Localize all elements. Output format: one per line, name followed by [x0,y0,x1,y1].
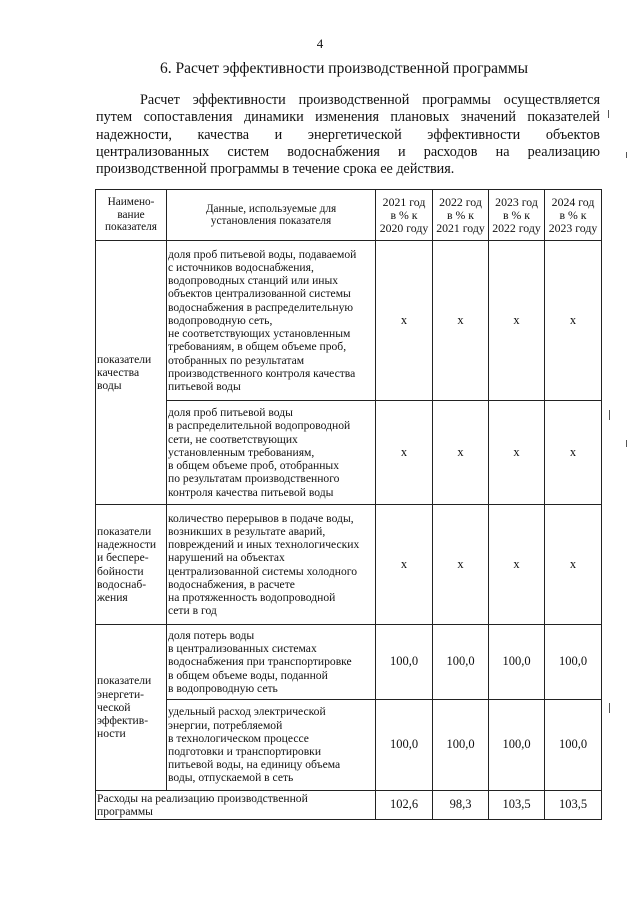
value-cell: 100,0 [376,625,433,700]
table-row [96,505,602,625]
intro-paragraph: Расчет эффективности производственной программы осуществляется путем сопоставления динамики изменения плановых значений показателей надежности, качества и энергетической эффективности объектов централизованных систем водоснабжения и расходов на реализацию производственной программы в течение срока ее действия. [96,92,600,178]
header-year-2024: 2024 год в % к 2023 году [545,190,602,241]
table-row [96,625,602,700]
value-cell: 98,3 [433,791,489,820]
indicator-data-cell: доля проб питьевой воды, подаваемой с источников водоснабжения, водопроводных станций или иных объектов централизованной системы водоснабжения в распределительную водопроводную сеть, не соответствующих установленным требованиям, в общем объеме проб, отобранных по результатам производственного контроля качества питьевой воды [167,241,376,401]
section-title: 6. Расчет эффективности производственной программы [160,60,528,77]
table-row [96,401,602,505]
group-reliability: показатели надежности и беспере- бойности водоснаб- жения [96,505,167,625]
value-cell: x [433,401,489,505]
value-cell: x [376,241,433,401]
scan-mark [609,703,610,713]
indicator-data-cell: количество перерывов в подаче воды, возникших в результате аварий, повреждений и иных технологических нарушений на объектах централизованной системы холодного водоснабжения, в расчете на протяженность водопроводной сети в год [167,505,376,625]
value-cell: 100,0 [545,625,602,700]
table-row [96,241,602,401]
table-header-row [96,190,602,241]
header-year-2021: 2021 год в % к 2020 году [376,190,433,241]
scan-mark [609,410,610,420]
group-energy-efficiency: показатели энергети- ческой эффектив- ности [96,625,167,791]
value-cell: x [489,401,545,505]
value-cell: 100,0 [545,700,602,791]
value-cell: 100,0 [433,625,489,700]
page-number: 4 [316,36,324,51]
value-cell: x [545,241,602,401]
header-year-2023: 2023 год в % к 2022 году [489,190,545,241]
value-cell: 103,5 [545,791,602,820]
value-cell: x [489,505,545,625]
scan-mark [626,440,627,447]
header-indicator-name: Наимено- вание показателя [96,190,167,241]
value-cell: 100,0 [433,700,489,791]
value-cell: x [376,505,433,625]
value-cell: x [433,505,489,625]
group-water-quality: показатели качества воды [96,241,167,505]
header-data-used: Данные, используемые для установления показателя [167,190,376,241]
indicator-data-cell: удельный расход электрической энергии, потребляемой в технологическом процессе подготовки и транспортировки питьевой воды, на единицу объема воды, отпускаемой в сеть [167,700,376,791]
value-cell: x [545,505,602,625]
scan-mark [626,152,627,158]
value-cell: x [376,401,433,505]
value-cell: 100,0 [489,625,545,700]
value-cell: 103,5 [489,791,545,820]
indicator-data-cell: доля потерь воды в централизованных системах водоснабжения при транспортировке в общем объеме воды, поданной в водопроводную сеть [167,625,376,700]
efficiency-table [95,189,602,820]
table-row [96,700,602,791]
value-cell: x [545,401,602,505]
expenses-label: Расходы на реализацию производственной программы [96,791,376,820]
value-cell: x [433,241,489,401]
header-year-2022: 2022 год в % к 2021 году [433,190,489,241]
value-cell: x [489,241,545,401]
scan-mark [608,110,609,118]
table-row [96,791,602,820]
indicator-data-cell: доля проб питьевой воды в распределительной водопроводной сети, не соответствующих установленным требованиям, в общем объеме проб, отобранных по результатам производственного контроля качества питьевой воды [167,401,376,505]
value-cell: 100,0 [376,700,433,791]
value-cell: 102,6 [376,791,433,820]
value-cell: 100,0 [489,700,545,791]
